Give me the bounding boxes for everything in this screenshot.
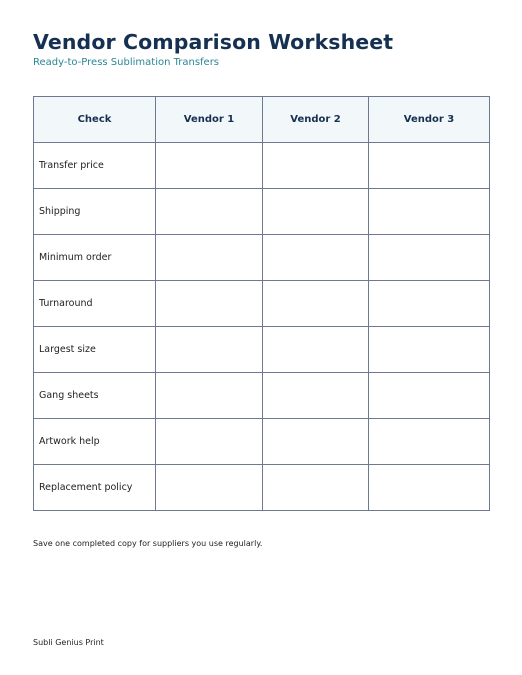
vendor-3-cell[interactable] <box>369 327 490 373</box>
vendor-2-cell[interactable] <box>263 235 369 281</box>
table-row <box>34 465 490 511</box>
table-row <box>34 235 490 281</box>
column-header-vendor-1: Vendor 1 <box>156 97 263 143</box>
vendor-2-cell[interactable] <box>263 419 369 465</box>
table-row <box>34 143 490 189</box>
table-row <box>34 419 490 465</box>
page-title: Vendor Comparison Worksheet <box>33 30 394 54</box>
vendor-1-cell[interactable] <box>156 143 263 189</box>
vendor-2-cell[interactable] <box>263 373 369 419</box>
vendor-1-cell[interactable] <box>156 419 263 465</box>
vendor-2-cell[interactable] <box>263 281 369 327</box>
row-label-replacement-policy: Replacement policy <box>34 465 156 511</box>
vendor-3-cell[interactable] <box>369 281 490 327</box>
row-label-shipping: Shipping <box>34 189 156 235</box>
table-row <box>34 373 490 419</box>
table-header-row <box>34 97 490 143</box>
row-label-artwork-help: Artwork help <box>34 419 156 465</box>
vendor-2-cell[interactable] <box>263 189 369 235</box>
vendor-3-cell[interactable] <box>369 419 490 465</box>
column-header-vendor-3: Vendor 3 <box>369 97 490 143</box>
vendor-3-cell[interactable] <box>369 235 490 281</box>
row-label-transfer-price: Transfer price <box>34 143 156 189</box>
column-header-vendor-2: Vendor 2 <box>263 97 369 143</box>
row-label-minimum-order: Minimum order <box>34 235 156 281</box>
vendor-2-cell[interactable] <box>263 465 369 511</box>
vendor-1-cell[interactable] <box>156 189 263 235</box>
vendor-3-cell[interactable] <box>369 143 490 189</box>
column-header-check: Check <box>34 97 156 143</box>
vendor-1-cell[interactable] <box>156 235 263 281</box>
vendor-2-cell[interactable] <box>263 143 369 189</box>
vendor-2-cell[interactable] <box>263 327 369 373</box>
row-label-largest-size: Largest size <box>34 327 156 373</box>
vendor-3-cell[interactable] <box>369 189 490 235</box>
page-subtitle: Ready-to-Press Sublimation Transfers <box>33 57 220 68</box>
row-label-gang-sheets: Gang sheets <box>34 373 156 419</box>
table-row <box>34 327 490 373</box>
vendor-1-cell[interactable] <box>156 327 263 373</box>
vendor-3-cell[interactable] <box>369 373 490 419</box>
vendor-3-cell[interactable] <box>369 465 490 511</box>
vendor-1-cell[interactable] <box>156 465 263 511</box>
footer-brand: Subli Genius Print <box>33 638 104 647</box>
table-row <box>34 281 490 327</box>
table-row <box>34 189 490 235</box>
vendor-comparison-table <box>33 96 490 511</box>
row-label-turnaround: Turnaround <box>34 281 156 327</box>
vendor-1-cell[interactable] <box>156 373 263 419</box>
usage-note: Save one completed copy for suppliers you use regularly. <box>33 539 263 548</box>
vendor-1-cell[interactable] <box>156 281 263 327</box>
